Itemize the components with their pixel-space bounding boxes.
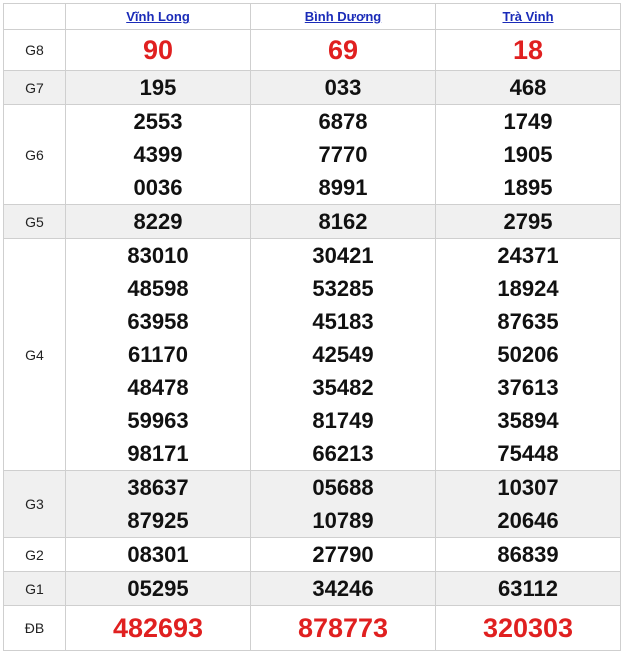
prize-label: G2 [4, 538, 66, 572]
prize-number: 98171 [127, 441, 189, 466]
province-header [251, 4, 436, 30]
prize-row [4, 205, 621, 239]
prize-cell [436, 606, 621, 651]
prize-row [4, 105, 621, 205]
prize-number: 24371 [497, 243, 559, 268]
prize-number: 7770 [318, 142, 368, 167]
prize-number: 87925 [127, 508, 189, 533]
prize-label: G3 [4, 471, 66, 538]
prize-cell [436, 572, 621, 606]
prize-number: 6878 [318, 109, 368, 134]
prize-number: 30421 [312, 243, 374, 268]
prize-cell [251, 71, 436, 105]
prize-number: 2795 [503, 209, 553, 234]
prize-number: 61170 [128, 342, 188, 367]
results-body [4, 30, 621, 651]
prize-cell [251, 205, 436, 239]
prize-number: 482693 [112, 613, 204, 643]
prize-number: 87635 [497, 309, 559, 334]
prize-cell [436, 538, 621, 572]
prize-number: 10789 [312, 508, 374, 533]
prize-label: ĐB [4, 606, 66, 651]
prize-number: 8229 [133, 209, 183, 234]
prize-row [4, 572, 621, 606]
prize-number: 18924 [497, 276, 559, 301]
prize-number: 69 [327, 35, 359, 65]
province-link[interactable]: Bình Dương [304, 9, 382, 24]
prize-number: 63112 [498, 576, 558, 601]
prize-cell [251, 30, 436, 71]
prize-label: G5 [4, 205, 66, 239]
prize-row [4, 471, 621, 538]
prize-cell [251, 471, 436, 538]
prize-number: 4399 [133, 142, 183, 167]
province-link[interactable]: Vĩnh Long [126, 9, 190, 24]
prize-number: 86839 [497, 542, 559, 567]
prize-label: G6 [4, 105, 66, 205]
prize-number: 27790 [312, 542, 374, 567]
prize-number: 1905 [503, 142, 553, 167]
prize-cell [66, 205, 251, 239]
prize-label: G1 [4, 572, 66, 606]
prize-number: 468 [509, 75, 547, 100]
prize-number: 18 [512, 35, 544, 65]
prize-label: G7 [4, 71, 66, 105]
prize-cell [251, 538, 436, 572]
prize-cell [66, 239, 251, 471]
prize-number: 53285 [312, 276, 374, 301]
lottery-results-table [3, 3, 621, 651]
prize-number: 0036 [133, 175, 183, 200]
prize-number: 1749 [503, 109, 553, 134]
prize-cell [251, 239, 436, 471]
prize-number: 20646 [497, 508, 559, 533]
province-link[interactable]: Trà Vinh [502, 9, 554, 24]
prize-cell [66, 30, 251, 71]
prize-number: 66213 [312, 441, 374, 466]
province-header [66, 4, 251, 30]
prize-number: 38637 [127, 475, 189, 500]
prize-cell [251, 105, 436, 205]
prize-number: 45183 [312, 309, 374, 334]
prize-number: 81749 [312, 408, 374, 433]
prize-number: 320303 [482, 613, 574, 643]
header-row [4, 4, 621, 30]
prize-number: 05295 [127, 576, 189, 601]
prize-row [4, 538, 621, 572]
prize-number: 83010 [127, 243, 189, 268]
prize-number: 2553 [133, 109, 183, 134]
prize-cell [251, 606, 436, 651]
prize-label: G4 [4, 239, 66, 471]
prize-number: 033 [324, 75, 362, 100]
prize-row [4, 606, 621, 651]
prize-cell [66, 471, 251, 538]
prize-cell [66, 606, 251, 651]
prize-number: 8162 [318, 209, 368, 234]
prize-row [4, 239, 621, 471]
prize-number: 10307 [497, 475, 559, 500]
prize-cell [436, 471, 621, 538]
prize-number: 48598 [127, 276, 189, 301]
prize-number: 42549 [312, 342, 374, 367]
prize-number: 59963 [127, 408, 189, 433]
prize-number: 90 [142, 35, 174, 65]
prize-row [4, 30, 621, 71]
prize-number: 37613 [497, 375, 559, 400]
prize-cell [66, 105, 251, 205]
prize-number: 8991 [318, 175, 368, 200]
prize-number: 75448 [497, 441, 559, 466]
prize-number: 195 [139, 75, 177, 100]
prize-number: 878773 [297, 613, 389, 643]
prize-label: G8 [4, 30, 66, 71]
prize-cell [436, 30, 621, 71]
prize-number: 48478 [127, 375, 189, 400]
prize-cell [66, 538, 251, 572]
prize-cell [66, 71, 251, 105]
prize-cell [436, 205, 621, 239]
prize-cell [436, 71, 621, 105]
prize-number: 08301 [127, 542, 189, 567]
prize-number: 34246 [312, 576, 374, 601]
prize-cell [66, 572, 251, 606]
prize-number: 63958 [127, 309, 189, 334]
prize-cell [436, 239, 621, 471]
prize-number: 35482 [312, 375, 374, 400]
province-header [436, 4, 621, 30]
prize-number: 05688 [312, 475, 374, 500]
prize-number: 50206 [497, 342, 559, 367]
prize-number: 35894 [497, 408, 559, 433]
header-corner [4, 4, 66, 30]
prize-cell [251, 572, 436, 606]
prize-number: 1895 [503, 175, 553, 200]
prize-cell [436, 105, 621, 205]
prize-row [4, 71, 621, 105]
